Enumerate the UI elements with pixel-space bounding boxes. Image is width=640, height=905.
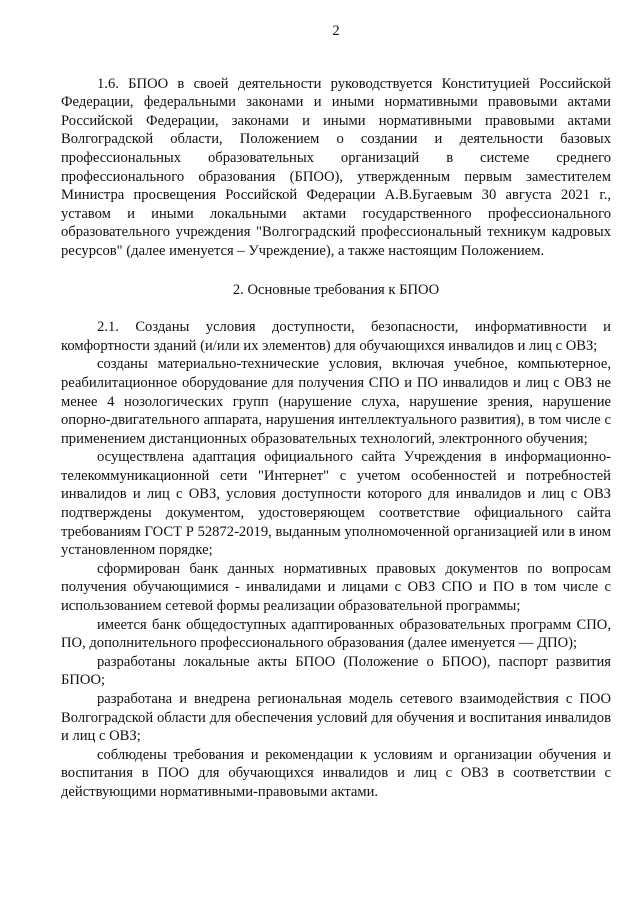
section-body <box>61 318 611 801</box>
section-item: созданы материально-технические условия, включая учебное, компьютерное, реабилитационное оборудование для получения СПО и ПО инвалидов и лиц с ОВЗ не менее 4 нозологических групп (нарушение слуха, нарушение зрения, нарушение опорно-двигательного аппарата, нарушения интеллектуального развития), в том числе с применением дистанционных образовательных технологий, электронного обучения; <box>61 356 611 447</box>
section-item: разработана и внедрена региональная модель сетевого взаимодействия с ПОО Волгоградской области для обеспечения условий для обучения и воспитания инвалидов и лиц с ОВЗ; <box>61 691 611 745</box>
section-item: 2.1. Созданы условия доступности, безопасности, информативности и комфортности зданий (и/или их элементов) для обучающихся инвалидов и лиц с ОВЗ; <box>61 319 611 354</box>
section-item: разработаны локальные акты БПОО (Положение о БПОО), паспорт развития БПОО; <box>61 653 611 689</box>
page-number: 2 <box>332 23 340 39</box>
section-heading: 2. Основные требования к БПОО <box>232 281 440 298</box>
paragraph-1-6: 1.6. БПОО в своей деятельности руководствуется Конституцией Российской Федерации, федеральными законами и иными нормативными правовыми актами Российской Федерации, законами и иными нормативными правовыми актами Волгоградской области, Положением о создании и деятельности базовых профессиональных образовательных организаций в системе среднего профессионального образования (БПОО), утвержденным первым заместителем Министра просвещения Российской Федерации А.В.Бугаевым 30 августа 2021 г., уставом и иными локальными актами государственного профессионального образовательного учреждения "Волгоградский профессиональный техникум кадровых ресурсов" (далее именуется – Учреждение), а также настоящим Положением. <box>61 75 611 259</box>
section-item: осуществлена адаптация официального сайта Учреждения в информационно-телекоммуникационной сети "Интернет" с учетом особенностей и потребностей инвалидов и лиц с ОВЗ, условия доступности которого для инвалидов и лиц с ОВЗ подтверждены документом, удостоверяющем соответствие официального сайта требованиям ГОСТ Р 52872-2019, выданным уполномоченной организацией или в ином установленном порядке; <box>61 449 611 559</box>
section-item: имеется банк общедоступных адаптированных образовательных программ СПО, ПО, дополнительного профессионального образования (далее именуется — ДПО); <box>61 616 611 652</box>
section-item: соблюдены требования и рекомендации к условиям и организации обучения и воспитания в ПОО для обучающихся инвалидов и лиц с ОВЗ в соответствии с действующими нормативными-правовыми актами. <box>61 746 611 800</box>
section-item: сформирован банк данных нормативных правовых документов по вопросам получения обучающимися - инвалидами и лицами с ОВЗ СПО и ПО в том числе с использованием сетевой формы реализации образовательной программы; <box>61 560 611 615</box>
